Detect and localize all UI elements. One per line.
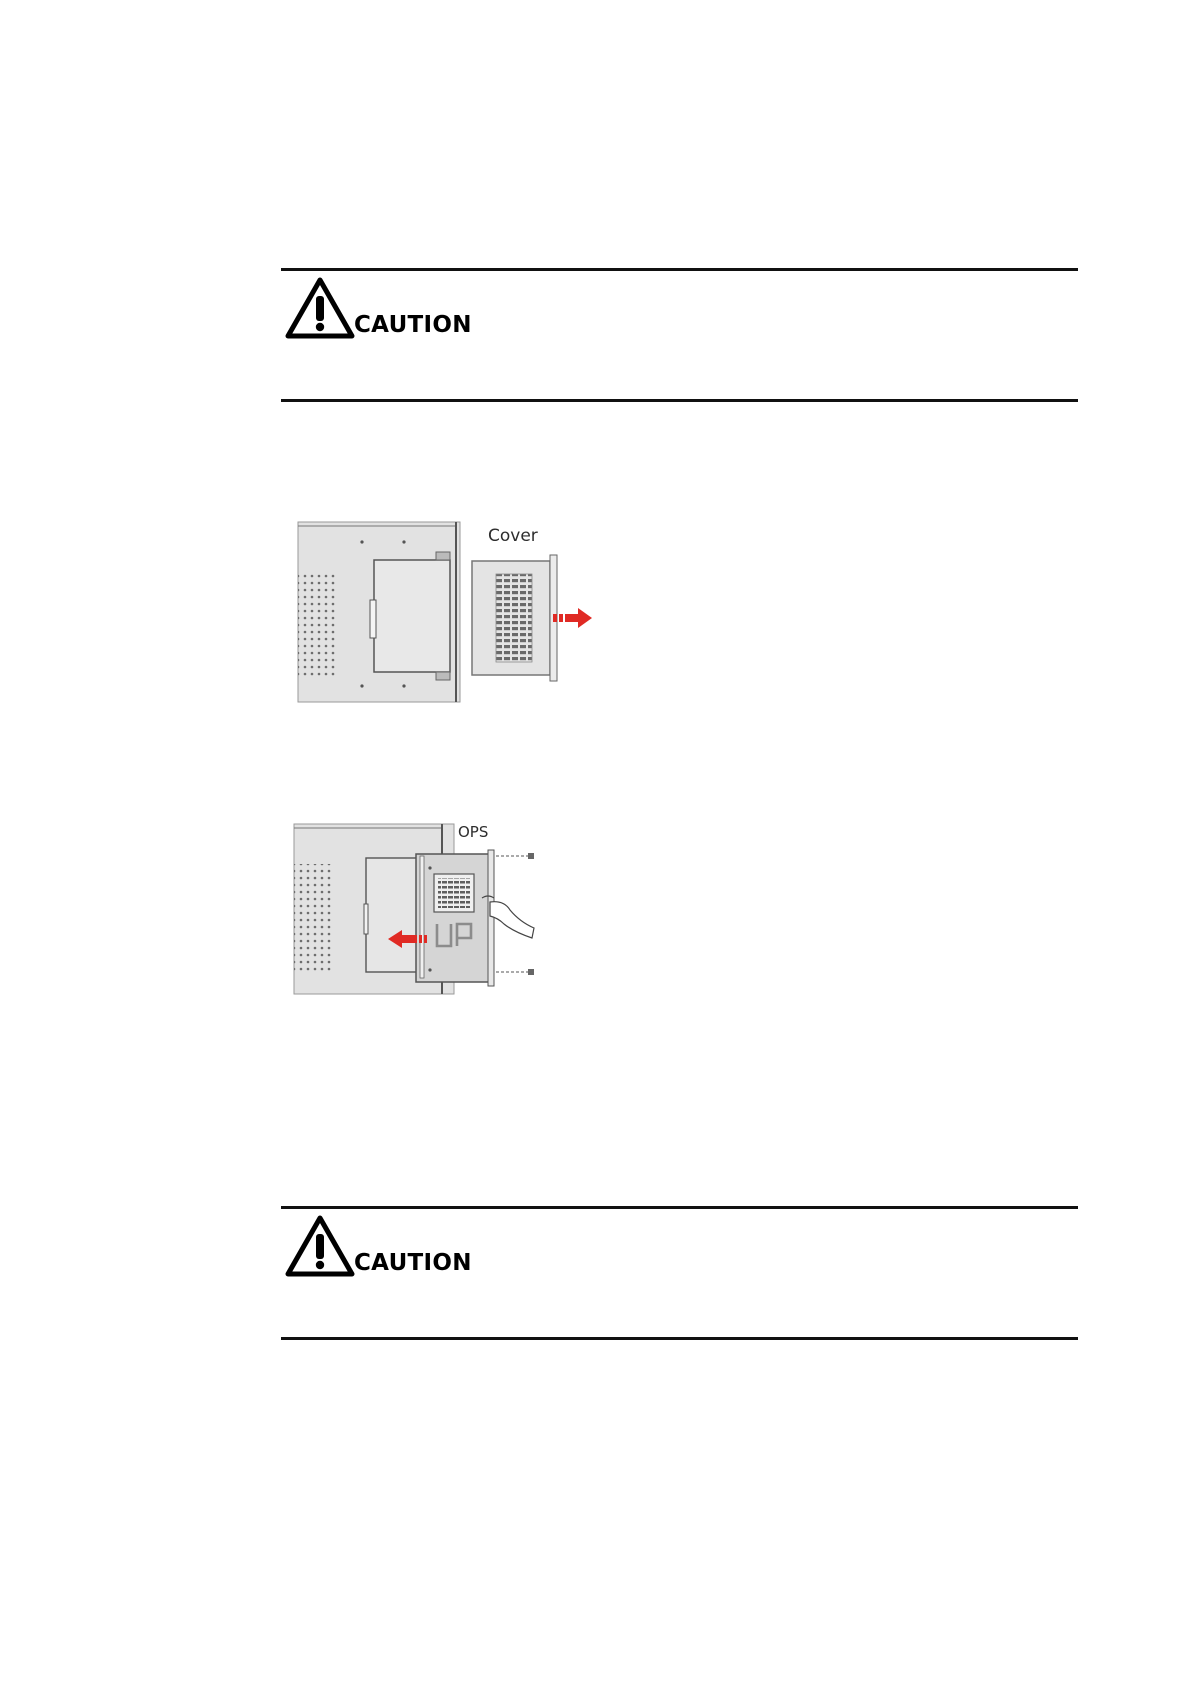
- remove-cover-figure: [296, 518, 596, 708]
- insert-ops-figure: [292, 820, 552, 996]
- caution-top-rule: [281, 268, 1078, 271]
- caution-bottom-rule: [281, 1337, 1078, 1340]
- warning-triangle-icon: [284, 276, 356, 340]
- caution-bottom-rule: [281, 399, 1078, 402]
- ops-label: OPS: [458, 823, 489, 841]
- remove-cover-illustration: [296, 518, 596, 708]
- warning-triangle-icon: [284, 1214, 356, 1278]
- caution-top-rule: [281, 1206, 1078, 1209]
- pull-out-arrow-icon: [553, 608, 592, 628]
- caution-header: [284, 1214, 494, 1278]
- caution-label: CAUTION: [354, 1250, 472, 1276]
- insert-ops-illustration: [292, 820, 552, 996]
- caution-label: CAUTION: [354, 312, 472, 338]
- caution-header: [284, 276, 494, 340]
- cover-label: Cover: [488, 526, 538, 546]
